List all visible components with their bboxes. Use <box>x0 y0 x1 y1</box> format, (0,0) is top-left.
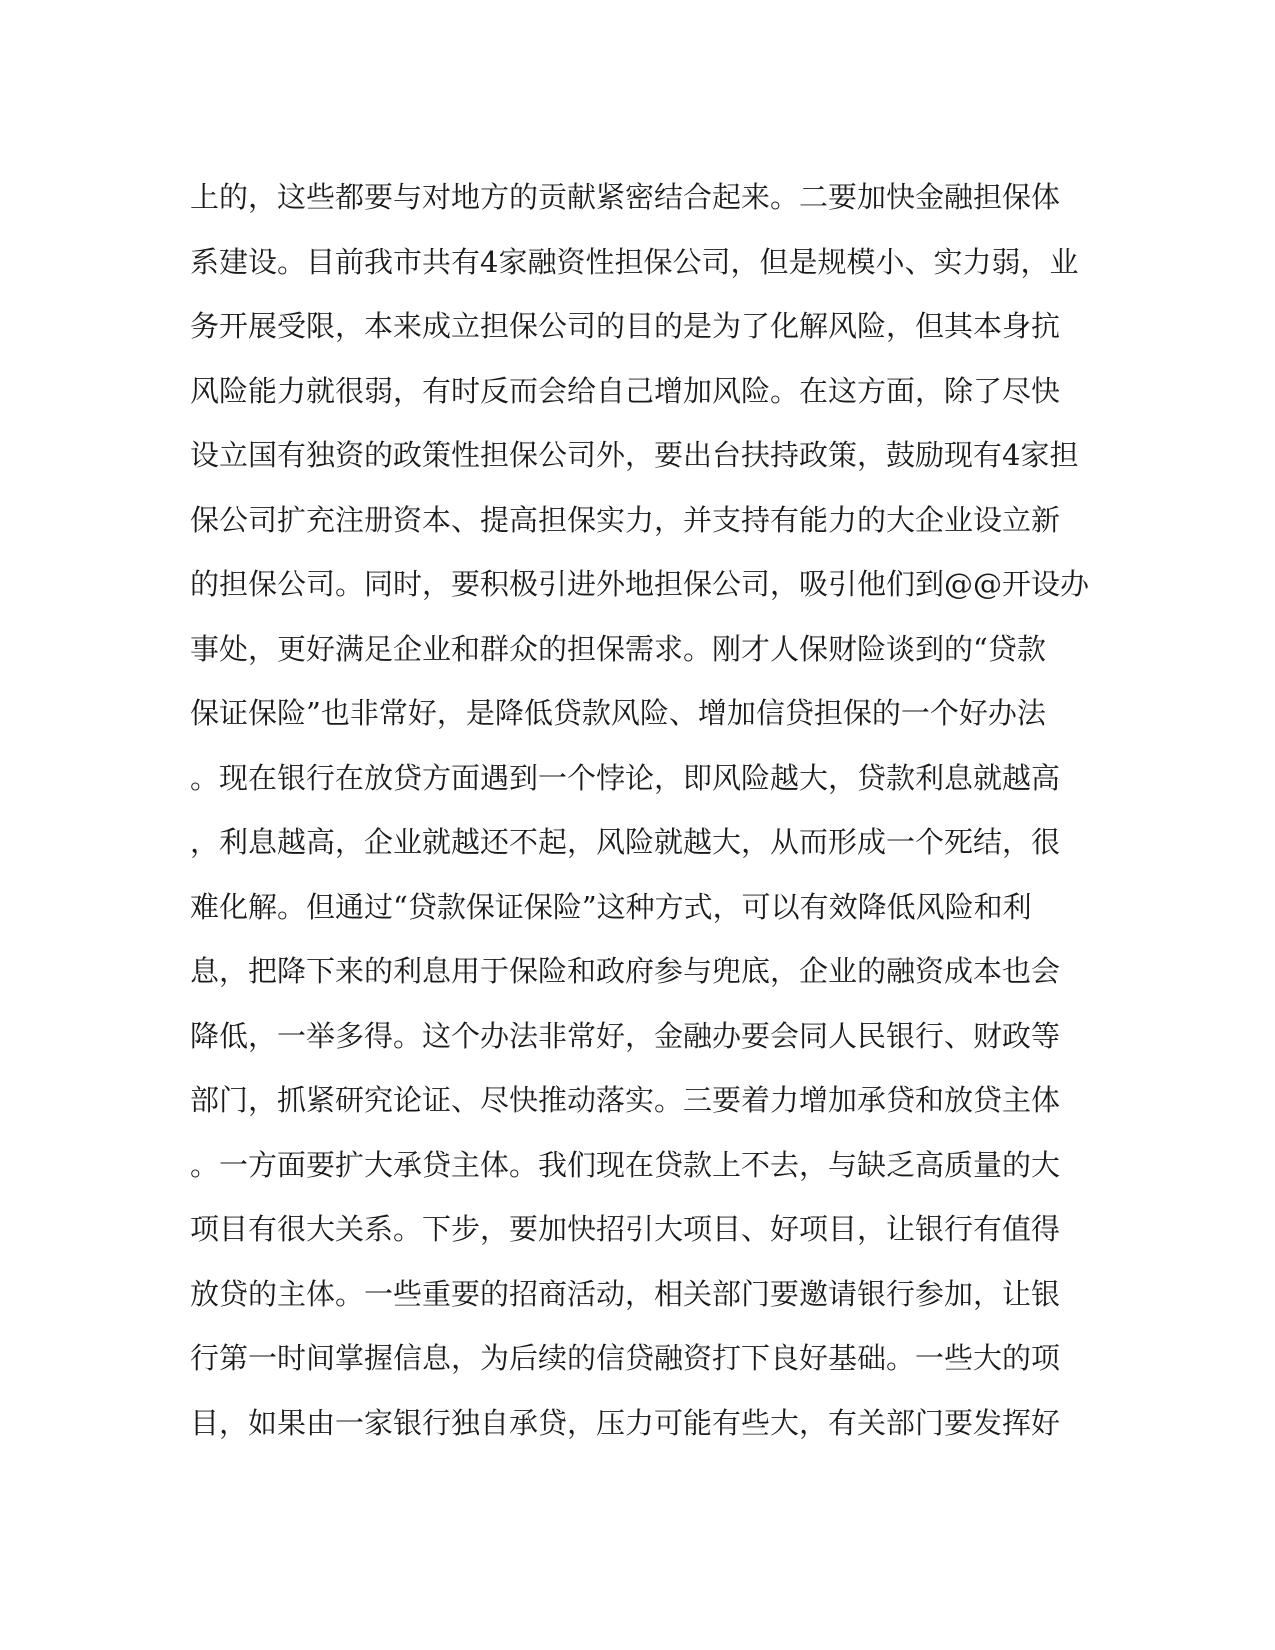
text-line: 降低，一举多得。这个办法非常好，金融办要会同人民银行、财政等 <box>190 1018 1061 1053</box>
text-line: 。一方面要扩大承贷主体。我们现在贷款上不去，与缺乏高质量的大 <box>190 1147 1061 1182</box>
text-line: 目，如果由一家银行独自承贷，压力可能有些大，有关部门要发挥好 <box>190 1405 1061 1440</box>
text-line: ，利息越高，企业就越还不起，风险就越大，从而形成一个死结，很 <box>190 825 1061 859</box>
text-line: 上的，这些都要与对地方的贡献紧密结合起来。二要加快金融担保体 <box>190 180 1061 214</box>
text-line: 。现在银行在放贷方面遇到一个悖论，即风险越大，贷款利息就越高 <box>190 760 1061 795</box>
text-line: 风险能力就很弱，有时反而会给自己增加风险。在这方面，除了尽快 <box>190 373 1061 408</box>
text-line: 设立国有独资的政策性担保公司外，要出台扶持政策，鼓励现有4家担 <box>190 438 1079 472</box>
text-line: 系建设。目前我市共有4家融资性担保公司，但是规模小、实力弱，业 <box>190 244 1079 279</box>
text-line: 的担保公司。同时，要积极引进外地担保公司，吸引他们到@@开设办 <box>190 567 1090 601</box>
text-line: 保证保险”也非常好，是降低贷款风险、增加信贷担保的一个好办法 <box>190 696 1046 730</box>
text-line: 难化解。但通过“贷款保证保险”这种方式，可以有效降低风险和利 <box>190 889 1032 924</box>
body-text <box>190 165 1090 1455</box>
text-line: 放贷的主体。一些重要的招商活动，相关部门要邀请银行参加，让银 <box>190 1276 1061 1311</box>
text-line: 息，把降下来的利息用于保险和政府参与兜底，企业的融资成本也会 <box>190 954 1061 988</box>
text-line: 部门，抓紧研究论证、尽快推动落实。三要着力增加承贷和放贷主体 <box>190 1083 1061 1117</box>
text-line: 事处，更好满足企业和群众的担保需求。刚才人保财险谈到的“贷款 <box>190 631 1046 666</box>
text-line: 保公司扩充注册资本、提高担保实力，并支持有能力的大企业设立新 <box>190 502 1061 537</box>
text-line: 项目有很大关系。下步，要加快招引大项目、好项目，让银行有值得 <box>190 1212 1061 1246</box>
text-line: 务开展受限，本来成立担保公司的目的是为了化解风险，但其本身抗 <box>190 309 1061 343</box>
text-line: 行第一时间掌握信息，为后续的信贷融资打下良好基础。一些大的项 <box>190 1341 1061 1375</box>
